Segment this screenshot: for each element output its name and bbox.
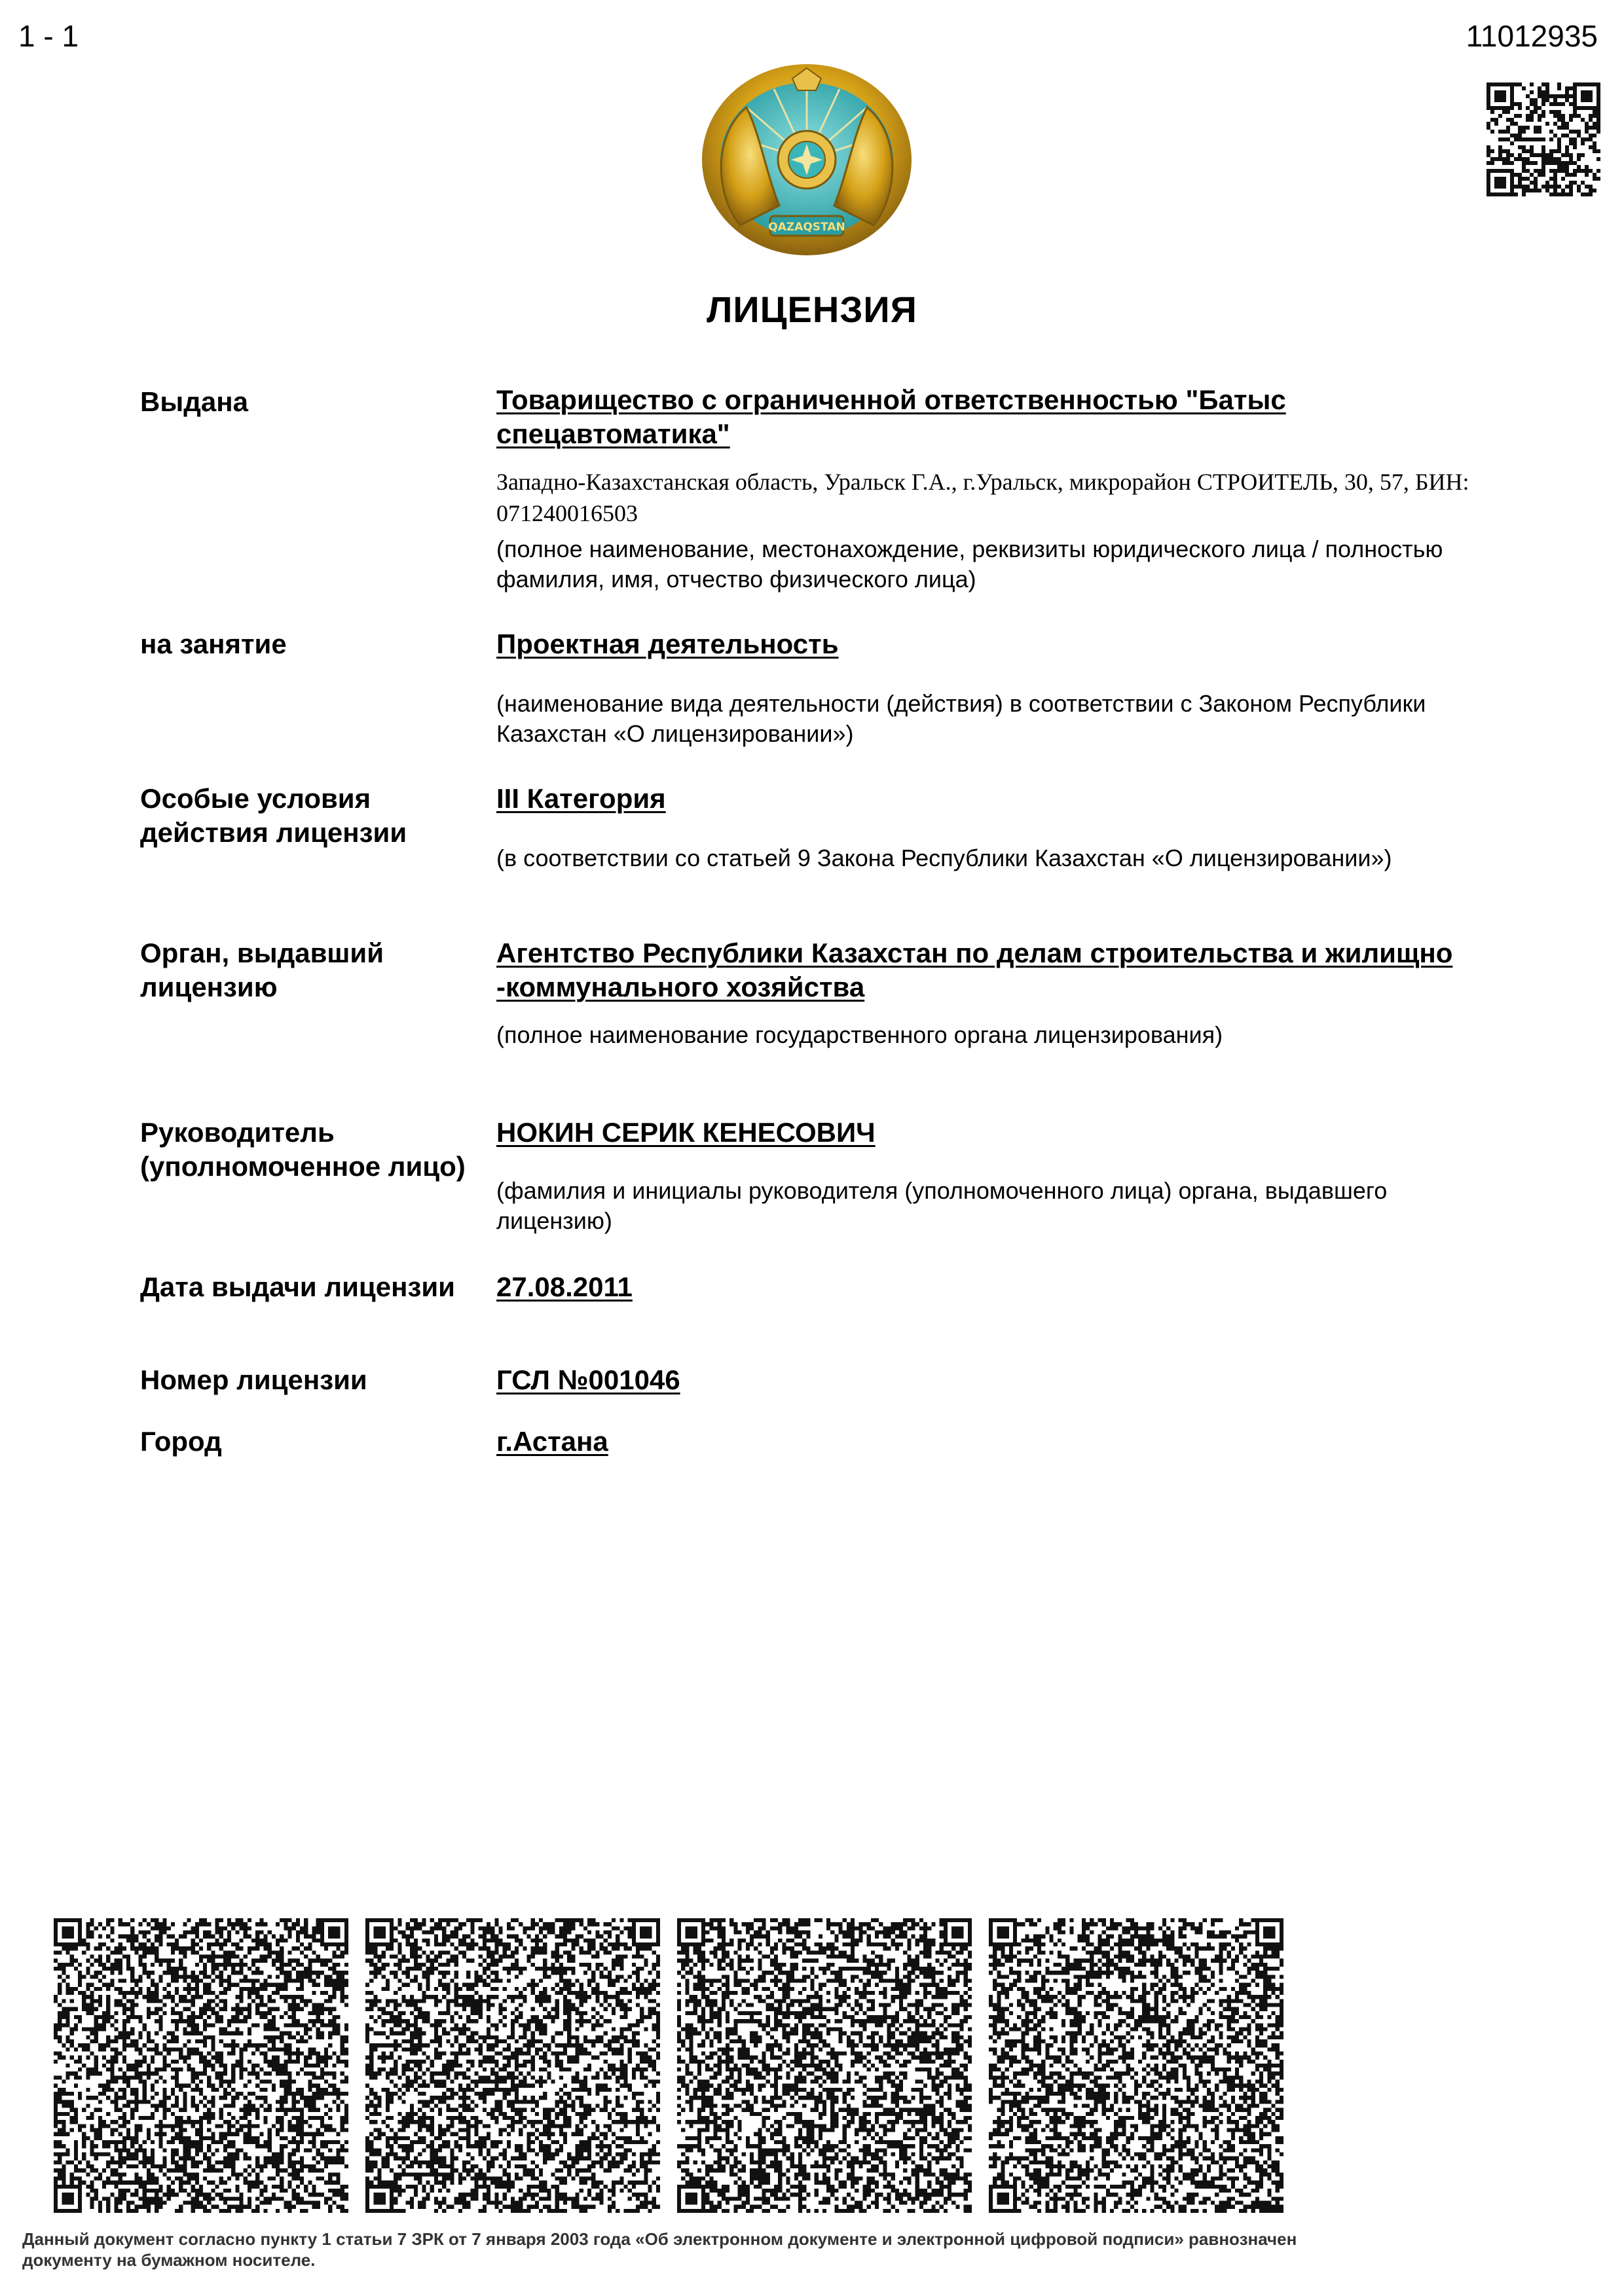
- document-number: 11012935: [1466, 19, 1598, 53]
- page-counter: 1 - 1: [18, 19, 79, 53]
- city-label: Город: [140, 1426, 222, 1457]
- conditions-value: III Категория: [496, 783, 666, 814]
- issued-to-note: (полное наименование, местонахождение, реквизиты юридического лица / полностью фамилия, имя, отчество физического лица): [496, 536, 1443, 592]
- issue-date-value: 27.08.2011: [496, 1271, 633, 1302]
- issued-to-value: Товарищество с ограниченной ответственностью "Батыс спецавтоматика": [496, 384, 1286, 449]
- kazakhstan-state-emblem-icon: [694, 62, 919, 267]
- qr-code-icon: [54, 1918, 348, 2213]
- authority-value: Агентство Республики Казахстан по делам строительства и жилищно -коммунального хозяйства: [496, 938, 1453, 1002]
- license-number-value: ГСЛ №001046: [496, 1364, 680, 1395]
- conditions-label: Особые условия действия лицензии: [140, 783, 407, 848]
- head-value: НОКИН СЕРИК КЕНЕСОВИЧ: [496, 1117, 876, 1148]
- issued-to-address: Западно-Казахстанская область, Уральск Г.А., г.Уральск, микрорайон СТРОИТЕЛЬ, 30, 57, БИН: 071240016503: [496, 469, 1469, 526]
- license-number-label: Номер лицензии: [140, 1364, 367, 1395]
- qr-code-icon: [677, 1918, 972, 2213]
- qr-code-icon: [1486, 82, 1600, 196]
- head-note: (фамилия и инициалы руководителя (уполномоченного лица) органа, выдавшего лицензию): [496, 1177, 1388, 1234]
- authority-label: Орган, выдавший лицензию: [140, 938, 384, 1002]
- conditions-note: (в соответствии со статьей 9 Закона Республики Казахстан «О лицензировании»): [496, 845, 1392, 871]
- activity-label: на занятие: [140, 629, 287, 659]
- head-label: Руководитель (уполномоченное лицо): [140, 1117, 466, 1182]
- document-title: ЛИЦЕНЗИЯ: [707, 289, 917, 330]
- svg-text:QAZAQSTAN: QAZAQSTAN: [768, 221, 845, 234]
- authority-note: (полное наименование государственного органа лицензирования): [496, 1021, 1223, 1048]
- activity-value: Проектная деятельность: [496, 629, 839, 659]
- legal-footer-note: Данный документ согласно пункту 1 статьи 7 ЗРК от 7 января 2003 года «Об электронном документе и электронной цифровой подписи» равнозначен документу на бумажном носителе.: [22, 2229, 1297, 2270]
- issue-date-label: Дата выдачи лицензии: [140, 1271, 455, 1302]
- city-value: г.Астана: [496, 1426, 608, 1457]
- activity-note: (наименование вида деятельности (действия) в соответствии с Законом Республики Казахстан «О лицензировании»): [496, 690, 1426, 747]
- qr-code-icon: [365, 1918, 660, 2213]
- qr-code-icon: [989, 1918, 1283, 2213]
- issued-to-label: Выдана: [140, 386, 248, 417]
